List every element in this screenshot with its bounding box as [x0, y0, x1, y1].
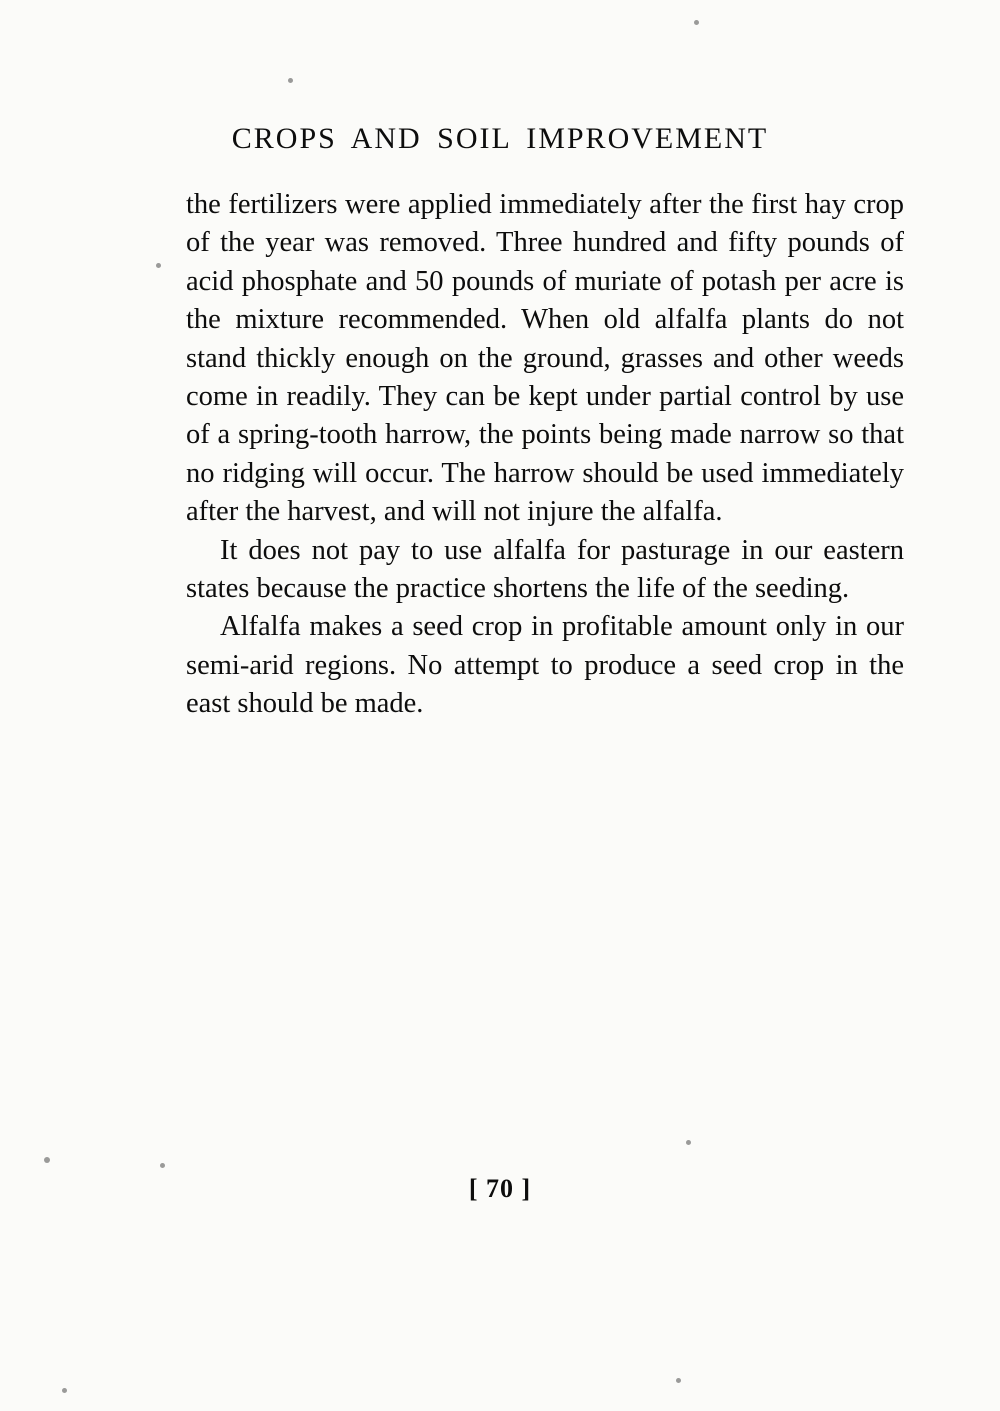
scan-speck	[160, 1163, 165, 1168]
scan-speck	[686, 1140, 691, 1145]
scan-speck	[694, 20, 699, 25]
page-number: [ 70 ]	[468, 1174, 532, 1203]
paragraph: It does not pay to use alfalfa for pasturage in our eastern states because the practice shortens the life of the seeding.	[186, 534, 904, 605]
scan-speck	[676, 1378, 681, 1383]
body-text	[186, 186, 904, 724]
paragraph: the fertilizers were applied immediately after the first hay crop of the year was removed. Three hundred and fifty pounds of acid phosphate and 50 pounds of muriate of potash per acre is the mixture recommended. When old alfalfa plants do not stand thickly enough on the ground, grasses and other weeds come in readily. They can be kept under partial control by use of a spring-tooth harrow, the points being made narrow so that no ridging will occur. The harrow should be used immediately after the harvest, and will not injure the alfalfa.	[186, 189, 904, 528]
scan-speck	[44, 1157, 50, 1163]
scan-speck	[288, 78, 293, 83]
scan-speck	[62, 1388, 67, 1393]
paragraph: Alfalfa makes a seed crop in profitable amount only in our semi-arid regions. No attempt to produce a seed crop in the east should be made.	[186, 611, 904, 720]
page-running-head: CROPS AND SOIL IMPROVEMENT	[231, 122, 769, 155]
scan-speck	[156, 263, 161, 268]
